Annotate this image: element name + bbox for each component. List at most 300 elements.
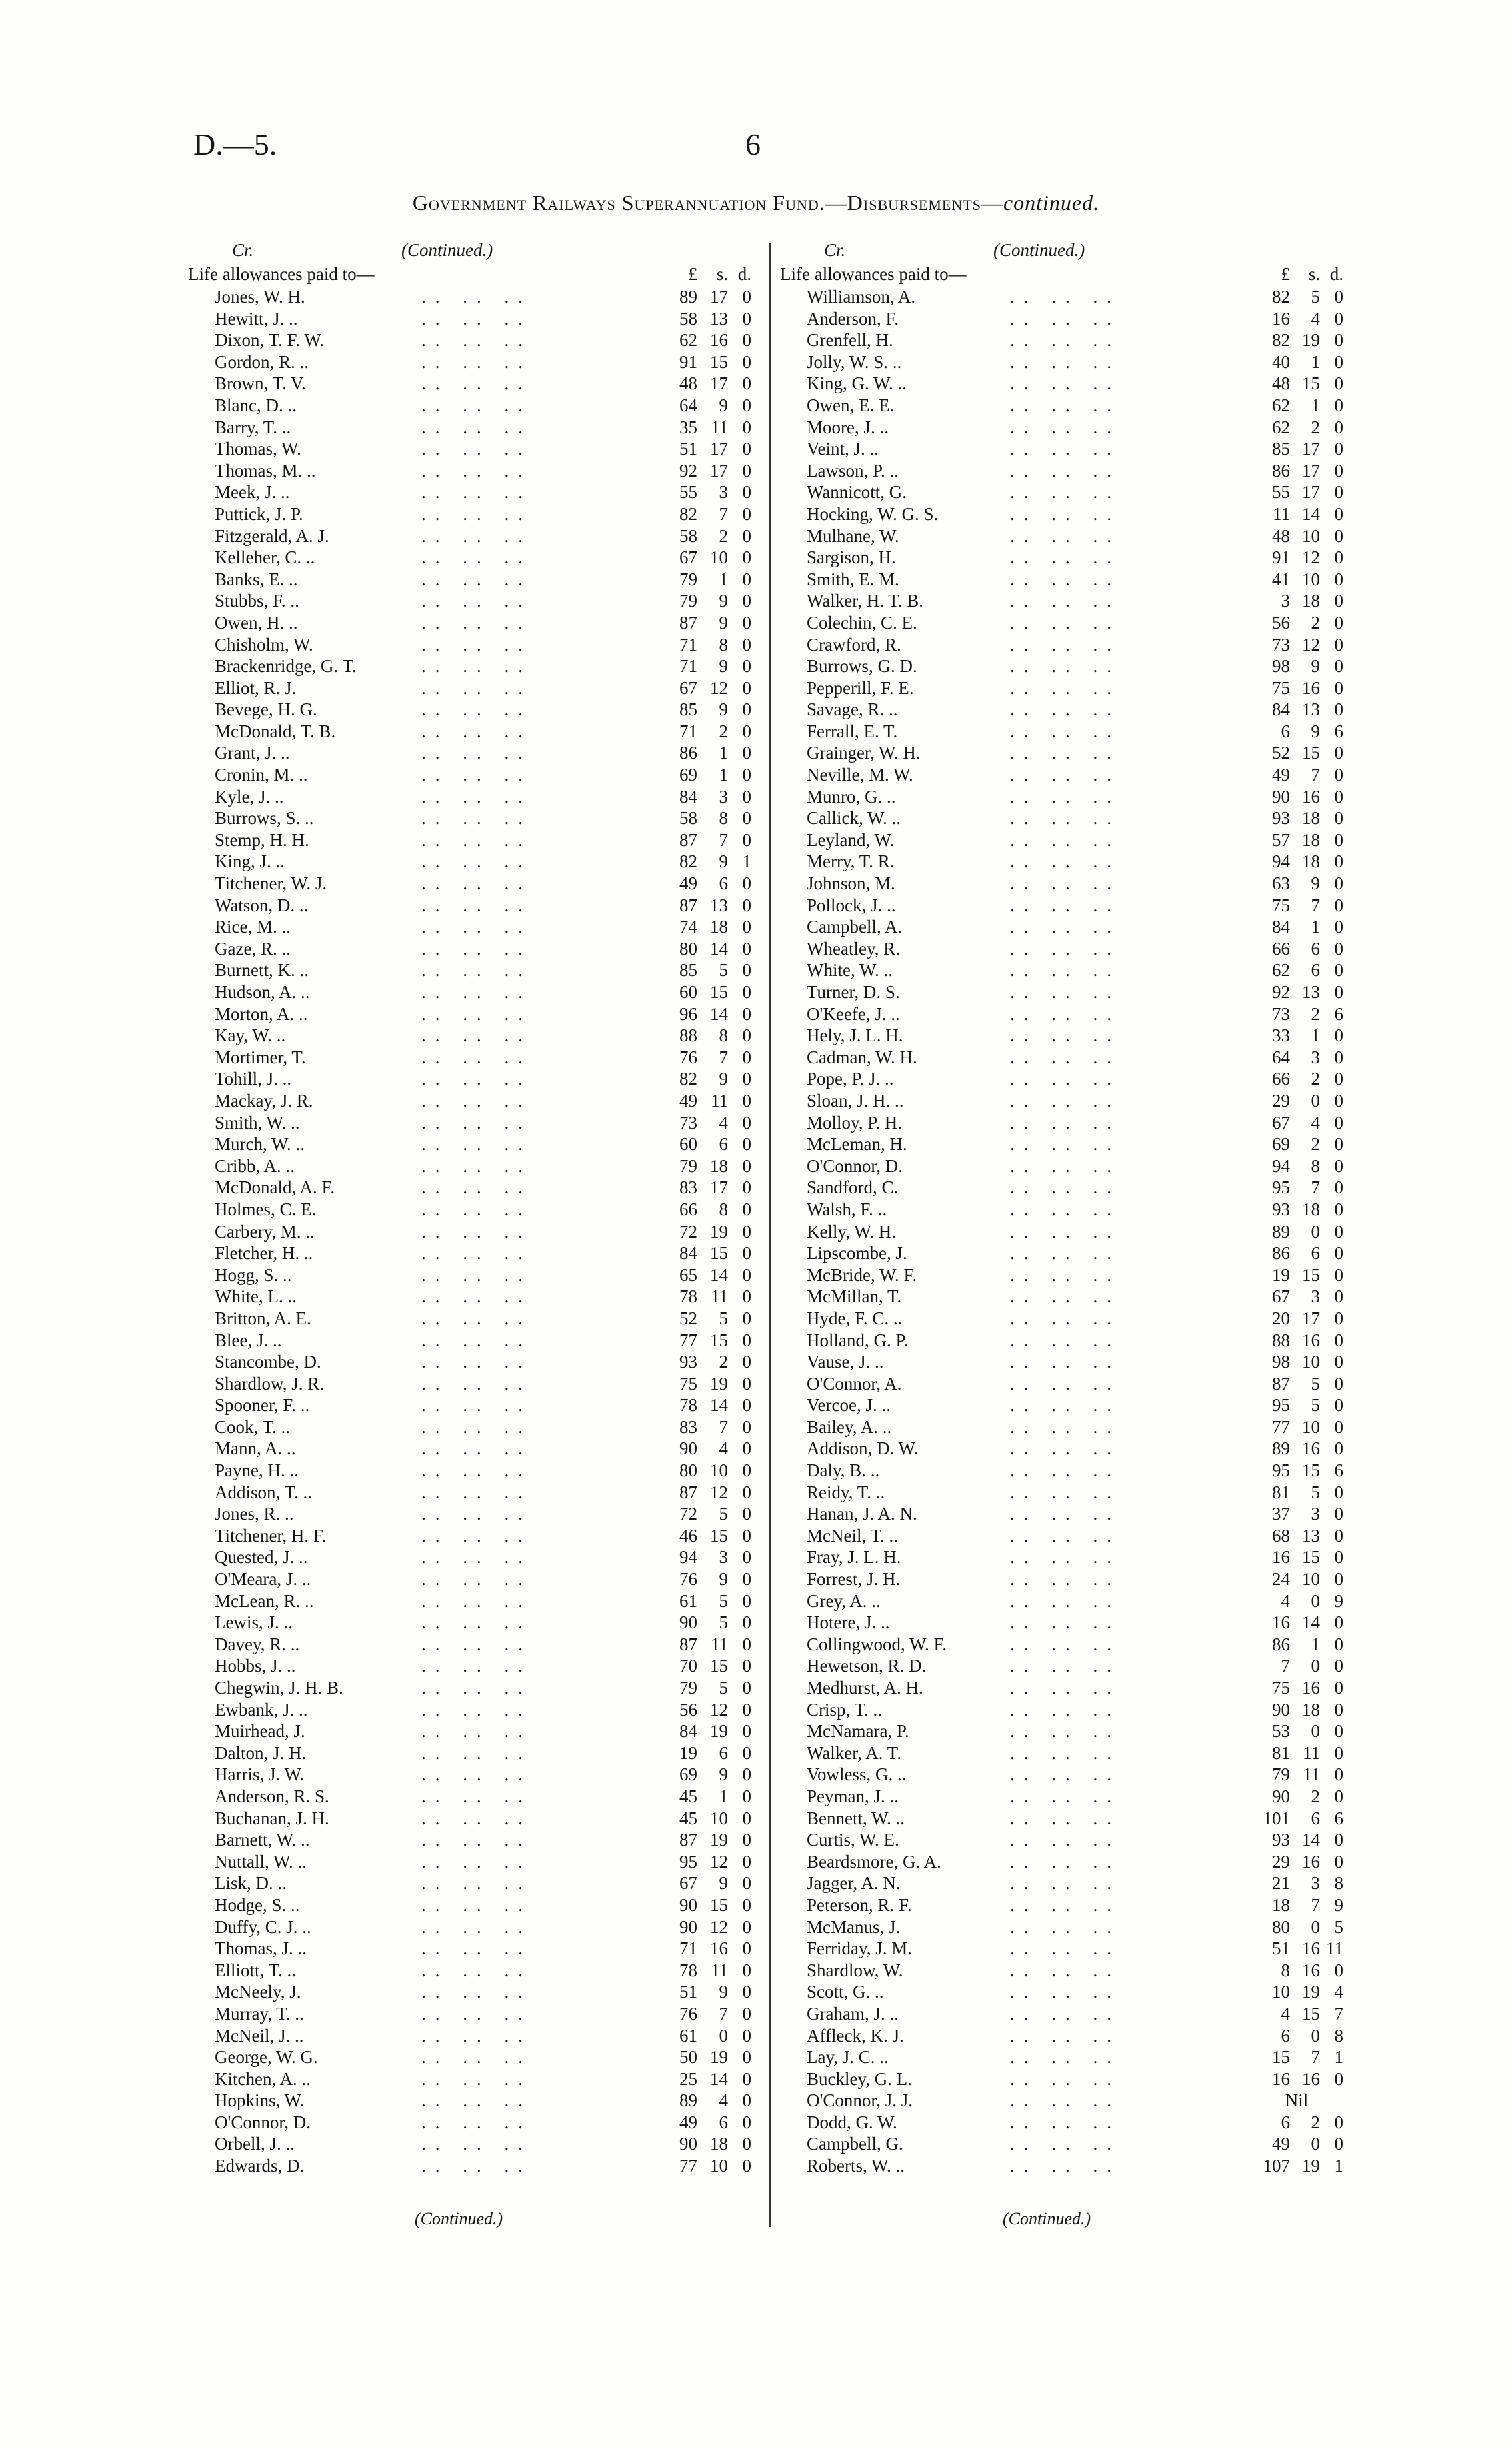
amount-shillings: 9 — [719, 1569, 728, 1590]
amount-shillings: 16 — [1302, 2068, 1320, 2089]
amount-pounds: 107 — [1263, 2156, 1290, 2176]
right-table-row — [780, 1221, 1360, 1243]
amount-pence: 0 — [742, 982, 751, 1002]
payee-name: Harris, J. W. — [215, 1764, 305, 1785]
right-table-row — [780, 1155, 1360, 1177]
leader-dots: .. .. .. — [421, 1982, 532, 2002]
leader-dots: .. .. .. — [421, 765, 532, 785]
right-table-row — [780, 786, 1360, 808]
leader-dots: .. .. .. — [421, 786, 532, 807]
amount-shillings: 13 — [1302, 1525, 1320, 1546]
amount-pounds: 21 — [1272, 1873, 1290, 1894]
amount-shillings: 16 — [1302, 1938, 1320, 1959]
leader-dots: .. .. .. — [421, 2025, 532, 2046]
right-table-row — [780, 1068, 1360, 1090]
amount-pounds: 6 — [1281, 2112, 1290, 2132]
amount-pounds: 67 — [1272, 1112, 1290, 1133]
amount-pence: 0 — [742, 765, 751, 785]
amount-shillings: 0 — [1311, 1590, 1320, 1611]
amount-pence: 0 — [742, 1438, 751, 1459]
payee-name: Murch, W. .. — [215, 1134, 305, 1155]
amount-pence: 0 — [1334, 982, 1343, 1002]
payee-name: Medhurst, A. H. — [807, 1678, 923, 1698]
amount-pence: 0 — [742, 1612, 751, 1633]
payee-name: Crawford, R. — [807, 634, 901, 655]
amount-pence: 0 — [742, 917, 751, 937]
amount-pence: 0 — [1334, 1177, 1343, 1198]
amount-shillings: 2 — [1311, 1134, 1320, 1155]
amount-pence: 0 — [1334, 1308, 1343, 1328]
amount-pounds: 74 — [679, 917, 697, 937]
left-table-row — [188, 1264, 761, 1286]
amount-shillings: 6 — [719, 873, 728, 894]
amount-shillings: 17 — [1302, 1308, 1320, 1328]
right-table-row — [780, 2133, 1360, 2155]
payee-name: Kelleher, C. .. — [215, 547, 315, 568]
leader-dots: .. .. .. — [1010, 1938, 1121, 1959]
left-rows — [188, 286, 761, 2177]
payee-name: Lewis, J. .. — [215, 1612, 293, 1633]
payee-name: Murray, T. .. — [215, 2003, 304, 2024]
amount-pence: 0 — [1334, 1069, 1343, 1089]
amount-shillings: 2 — [719, 721, 728, 741]
payee-name: Brackenridge, G. T. — [215, 656, 357, 677]
payee-name: Jones, R. .. — [215, 1504, 294, 1524]
amount-pounds: 62 — [1272, 417, 1290, 437]
right-table-row — [780, 1742, 1360, 1764]
amount-shillings: 19 — [710, 2047, 728, 2068]
amount-pence: 0 — [1334, 1504, 1343, 1524]
left-table-row — [188, 1829, 761, 1851]
payee-name: Quested, J. .. — [215, 1547, 308, 1568]
right-table-row — [780, 286, 1360, 308]
amount-pounds: 62 — [1272, 960, 1290, 981]
amount-pounds: 98 — [1272, 656, 1290, 677]
payee-name: George, W. G. — [215, 2047, 318, 2068]
leader-dots: .. .. .. — [1010, 2112, 1121, 2132]
payee-name: Kelly, W. H. — [807, 1221, 896, 1242]
amount-pence: 0 — [742, 330, 751, 351]
right-table-row — [780, 1872, 1360, 1894]
payee-name: Crisp, T. .. — [807, 1699, 883, 1720]
left-cr-label: Cr. — [232, 240, 254, 260]
amount-pounds: 82 — [679, 851, 697, 872]
right-table-row — [780, 1655, 1360, 1677]
payee-name: Sloan, J. H. .. — [807, 1090, 904, 1111]
payee-name: Grey, A. .. — [807, 1590, 881, 1611]
amount-pence: 0 — [1334, 1851, 1343, 1872]
leader-dots: .. .. .. — [421, 1330, 532, 1350]
amount-pounds: 67 — [1272, 1286, 1290, 1307]
amount-pounds: 84 — [679, 1721, 697, 1742]
amount-pence: 0 — [742, 1786, 751, 1806]
payee-name: O'Connor, A. — [807, 1373, 902, 1394]
amount-pounds: 40 — [1272, 351, 1290, 372]
right-table-row — [780, 1112, 1360, 1134]
payee-name: Tohill, J. .. — [215, 1069, 292, 1089]
amount-pounds: 87 — [679, 612, 697, 633]
payee-name: Owen, E. E. — [807, 395, 895, 415]
amount-pence: 0 — [742, 1916, 751, 1937]
amount-shillings: 12 — [710, 1482, 728, 1502]
right-table-row — [780, 2025, 1360, 2047]
leader-dots: .. .. .. — [421, 808, 532, 829]
amount-shillings: 7 — [1311, 2047, 1320, 2068]
payee-name: Lawson, P. .. — [807, 460, 899, 481]
amount-pence: 0 — [1334, 1221, 1343, 1242]
amount-shillings: 6 — [1311, 960, 1320, 981]
left-table-row — [188, 1460, 761, 1482]
amount-shillings: 9 — [719, 851, 728, 872]
amount-pence: 0 — [1334, 743, 1343, 763]
amount-shillings: 15 — [710, 1330, 728, 1350]
left-table-row — [188, 1482, 761, 1504]
leader-dots: .. .. .. — [1010, 851, 1121, 872]
amount-pence: 0 — [742, 1634, 751, 1654]
leader-dots: .. .. .. — [1010, 1634, 1121, 1654]
left-table-row — [188, 807, 761, 829]
leader-dots: .. .. .. — [421, 287, 532, 307]
amount-shillings: 13 — [1302, 982, 1320, 1002]
right-table-row — [780, 851, 1360, 873]
amount-pence: 1 — [1334, 2047, 1343, 2068]
amount-pence: 0 — [1334, 1960, 1343, 1980]
left-table-row — [188, 329, 761, 351]
left-table-row — [188, 1568, 761, 1590]
payee-name: Puttick, J. P. — [215, 503, 303, 524]
right-footer-continued: (Continued.) — [1003, 2209, 1091, 2228]
amount-shillings: 19 — [710, 1373, 728, 1394]
amount-shillings: 17 — [710, 460, 728, 481]
leader-dots: .. .. .. — [1010, 417, 1121, 437]
amount-shillings: 12 — [710, 1916, 728, 1937]
amount-shillings: 2 — [719, 1352, 728, 1372]
left-table-row — [188, 1720, 761, 1742]
amount-pounds: 87 — [679, 1830, 697, 1850]
amount-pounds: 86 — [1272, 1634, 1290, 1654]
amount-shillings: 6 — [1311, 938, 1320, 959]
leader-dots: .. .. .. — [421, 1286, 532, 1307]
left-table-row — [188, 1851, 761, 1873]
amount-pence: 0 — [742, 786, 751, 807]
amount-shillings: 18 — [1302, 851, 1320, 872]
payee-name: Graham, J. .. — [807, 2003, 899, 2024]
right-table-row — [780, 1960, 1360, 1982]
amount-pence: 0 — [742, 1764, 751, 1785]
amount-shillings: 2 — [1311, 1069, 1320, 1089]
amount-shillings: 9 — [719, 1069, 728, 1089]
leader-dots: .. .. .. — [1010, 1721, 1121, 1742]
amount-shillings: 17 — [710, 287, 728, 307]
amount-shillings: 14 — [710, 1264, 728, 1285]
leader-dots: .. .. .. — [421, 1069, 532, 1089]
left-table-row — [188, 503, 761, 525]
payee-name: Lisk, D. .. — [215, 1873, 287, 1894]
left-table-row — [188, 1634, 761, 1656]
amount-pence: 0 — [1334, 1047, 1343, 1067]
amount-pence: 0 — [742, 829, 751, 850]
leader-dots: .. .. .. — [421, 1155, 532, 1176]
left-table-row — [188, 981, 761, 1003]
amount-shillings: 10 — [710, 1460, 728, 1481]
page-id: D.—5. — [193, 127, 277, 161]
leader-dots: .. .. .. — [1010, 569, 1121, 589]
amount-pounds: 6 — [1281, 2025, 1290, 2046]
amount-pence: 0 — [742, 1373, 751, 1394]
right-table-row — [780, 373, 1360, 395]
amount-shillings: 1 — [1311, 395, 1320, 415]
payee-name: Veint, J. .. — [807, 439, 879, 459]
leader-dots: .. .. .. — [421, 1090, 532, 1111]
right-table-row — [780, 1894, 1360, 1916]
leader-dots: .. .. .. — [1010, 1395, 1121, 1416]
amount-pence: 0 — [742, 938, 751, 959]
left-table-row — [188, 2133, 761, 2155]
amount-shillings: 1 — [719, 569, 728, 589]
amount-pence: 0 — [742, 895, 751, 915]
amount-pounds: 66 — [1272, 938, 1290, 959]
amount-shillings: 18 — [710, 2134, 728, 2154]
amount-shillings: 4 — [1311, 1112, 1320, 1133]
amount-pence: 0 — [1334, 547, 1343, 568]
payee-name: Anderson, F. — [807, 308, 899, 329]
right-table-row — [780, 417, 1360, 439]
amount-pounds: 95 — [1272, 1177, 1290, 1198]
payee-name: Titchener, H. F. — [215, 1525, 327, 1546]
amount-pounds: 86 — [1272, 460, 1290, 481]
right-column-header — [780, 264, 1360, 286]
amount-pounds: 50 — [679, 2047, 697, 2068]
amount-pounds: 51 — [679, 439, 697, 459]
leader-dots: .. .. .. — [1010, 1003, 1121, 1024]
amount-pounds: 87 — [1272, 1373, 1290, 1394]
leader-dots: .. .. .. — [1010, 1699, 1121, 1720]
amount-pounds: 58 — [679, 525, 697, 546]
right-cr-header — [780, 240, 1360, 264]
leader-dots: .. .. .. — [1010, 1155, 1121, 1176]
amount-pence: 0 — [742, 1678, 751, 1698]
payee-name: Shardlow, J. R. — [215, 1373, 325, 1394]
amount-pence: 6 — [1334, 1003, 1343, 1024]
leader-dots: .. .. .. — [1010, 2025, 1121, 2046]
leader-dots: .. .. .. — [1010, 460, 1121, 481]
amount-pence: 0 — [1334, 482, 1343, 503]
amount-shillings: 3 — [719, 786, 728, 807]
amount-shillings: 5 — [1311, 1482, 1320, 1502]
left-table-row — [188, 1764, 761, 1786]
leader-dots: .. .. .. — [421, 2090, 532, 2111]
right-pound-header: £ — [1281, 264, 1290, 284]
amount-shillings: 9 — [719, 699, 728, 720]
right-table-row — [780, 1525, 1360, 1547]
amount-shillings: 18 — [710, 917, 728, 937]
amount-pence: 0 — [1334, 2068, 1343, 2089]
payee-name: Wheatley, R. — [807, 938, 900, 959]
right-table-row — [780, 655, 1360, 677]
amount-pence: 0 — [1334, 569, 1343, 589]
amount-shillings: 10 — [710, 547, 728, 568]
leader-dots: .. .. .. — [421, 656, 532, 677]
amount-pence: 0 — [1334, 1525, 1343, 1546]
amount-shillings: 5 — [719, 1308, 728, 1328]
amount-pounds: 57 — [1272, 829, 1290, 850]
amount-shillings: 0 — [1311, 1916, 1320, 1937]
amount-pence: 0 — [742, 656, 751, 677]
payee-name: Walker, A. T. — [807, 1742, 901, 1763]
leader-dots: .. .. .. — [421, 1786, 532, 1806]
amount-pounds: 11 — [1273, 503, 1290, 524]
amount-shillings: 16 — [1302, 1438, 1320, 1459]
payee-name: Davey, R. .. — [215, 1634, 300, 1654]
amount-pence: 0 — [742, 612, 751, 633]
leader-dots: .. .. .. — [421, 1742, 532, 1763]
right-column — [780, 240, 1360, 2177]
amount-pounds: 94 — [1272, 1155, 1290, 1176]
payee-name: Ferrall, E. T. — [807, 721, 898, 741]
payee-name: Carbery, M. .. — [215, 1221, 315, 1242]
leader-dots: .. .. .. — [1010, 525, 1121, 546]
payee-name: Daly, B. .. — [807, 1460, 880, 1481]
amount-pence: 0 — [742, 2112, 751, 2132]
payee-name: O'Connor, D. — [807, 1155, 903, 1176]
amount-pence: 0 — [1334, 1134, 1343, 1155]
payee-name: Hewitt, J. .. — [215, 308, 298, 329]
amount-pence: 0 — [742, 721, 751, 741]
amount-pounds: 16 — [1272, 2068, 1290, 2089]
leader-dots: .. .. .. — [421, 1003, 532, 1024]
amount-pounds: 49 — [679, 1090, 697, 1111]
amount-pence: 0 — [742, 1830, 751, 1850]
amount-pence: 0 — [742, 1960, 751, 1980]
payee-name: Fray, J. L. H. — [807, 1547, 901, 1568]
amount-pounds: 56 — [679, 1699, 697, 1720]
amount-pounds: 80 — [1272, 1916, 1290, 1937]
amount-pence: 0 — [1334, 330, 1343, 351]
left-table-row — [188, 786, 761, 808]
right-table-row — [780, 1394, 1360, 1416]
amount-pounds: 76 — [679, 2003, 697, 2024]
left-table-row — [188, 1960, 761, 1982]
amount-pence: 0 — [1334, 351, 1343, 372]
amount-pence: 0 — [742, 1286, 751, 1307]
payee-name: Hanan, J. A. N. — [807, 1504, 917, 1524]
payee-name: Thomas, J. .. — [215, 1938, 307, 1959]
amount-pounds: 66 — [679, 1199, 697, 1219]
payee-name: Thomas, M. .. — [215, 460, 316, 481]
column-divider — [769, 243, 771, 2227]
amount-shillings: 7 — [719, 1047, 728, 1067]
amount-shillings: 0 — [1311, 1721, 1320, 1742]
right-table-row — [780, 1612, 1360, 1634]
amount-pounds: 81 — [1272, 1742, 1290, 1763]
leader-dots: .. .. .. — [1010, 677, 1121, 698]
leader-dots: .. .. .. — [1010, 960, 1121, 981]
leader-dots: .. .. .. — [1010, 330, 1121, 351]
amount-pounds: 20 — [1272, 1308, 1290, 1328]
leader-dots: .. .. .. — [421, 1678, 532, 1698]
left-table-row — [188, 2155, 761, 2177]
amount-pounds: 45 — [679, 1808, 697, 1828]
leader-dots: .. .. .. — [421, 2047, 532, 2068]
leader-dots: .. .. .. — [1010, 1612, 1121, 1633]
amount-pounds: 69 — [679, 1764, 697, 1785]
amount-pence: 0 — [1334, 612, 1343, 633]
leader-dots: .. .. .. — [1010, 656, 1121, 677]
payee-name: Orbell, J. .. — [215, 2134, 295, 2154]
payee-name: McMillan, T. — [807, 1286, 902, 1307]
payee-name: Addison, D. W. — [807, 1438, 919, 1459]
amount-shillings: 9 — [1311, 873, 1320, 894]
amount-shillings: 14 — [1302, 503, 1320, 524]
left-table-row — [188, 634, 761, 656]
amount-pence: 0 — [1334, 1112, 1343, 1133]
amount-pence: 0 — [742, 1873, 751, 1894]
amount-shillings: 19 — [1302, 330, 1320, 351]
payee-name: Mulhane, W. — [807, 525, 899, 546]
right-table-row — [780, 329, 1360, 351]
leader-dots: .. .. .. — [1010, 1504, 1121, 1524]
leader-dots: .. .. .. — [1010, 1438, 1121, 1459]
amount-pounds: 90 — [679, 1916, 697, 1937]
left-table-row — [188, 916, 761, 938]
left-table-row — [188, 677, 761, 699]
amount-pence: 0 — [742, 1112, 751, 1133]
leader-dots: .. .. .. — [1010, 1330, 1121, 1350]
amount-pence: 0 — [1334, 1352, 1343, 1372]
leader-dots: .. .. .. — [1010, 1525, 1121, 1546]
leader-dots: .. .. .. — [421, 1525, 532, 1546]
amount-pounds: 87 — [679, 1634, 697, 1654]
leader-dots: .. .. .. — [421, 873, 532, 894]
amount-shillings: 5 — [1311, 287, 1320, 307]
amount-shillings: 5 — [719, 1678, 728, 1698]
right-table-row — [780, 438, 1360, 460]
amount-pounds: 65 — [679, 1264, 697, 1285]
amount-pence: 0 — [742, 634, 751, 655]
right-table-row — [780, 308, 1360, 330]
right-table-row — [780, 1808, 1360, 1830]
amount-shillings: 4 — [719, 2090, 728, 2111]
right-table-row — [780, 1851, 1360, 1873]
left-table-row — [188, 1308, 761, 1330]
amount-pence: 0 — [1334, 1764, 1343, 1785]
left-table-row — [188, 1242, 761, 1264]
amount-shillings: 9 — [719, 591, 728, 611]
left-table-row — [188, 2112, 761, 2134]
amount-pounds: 79 — [679, 1678, 697, 1698]
payee-name: King, G. W. .. — [807, 373, 907, 394]
left-table-row — [188, 851, 761, 873]
left-continued-label: (Continued.) — [401, 240, 493, 260]
amount-pounds: 60 — [679, 1134, 697, 1155]
right-table-row — [780, 1242, 1360, 1264]
payee-name: Grenfell, H. — [807, 330, 893, 351]
amount-pounds: 94 — [679, 1547, 697, 1568]
amount-pence: 0 — [742, 1155, 751, 1176]
left-table-row — [188, 1155, 761, 1177]
amount-pence: 0 — [1334, 938, 1343, 959]
payee-name: O'Connor, J. J. — [807, 2090, 913, 2111]
right-table-row — [780, 1699, 1360, 1721]
payee-name: Colechin, C. E. — [807, 612, 917, 633]
amount-pounds: 82 — [1272, 330, 1290, 351]
leader-dots: .. .. .. — [1010, 1547, 1121, 1568]
payee-name: Grainger, W. H. — [807, 743, 921, 763]
amount-shillings: 11 — [711, 1634, 728, 1654]
payee-name: Ewbank, J. .. — [215, 1699, 308, 1720]
right-table-row — [780, 1546, 1360, 1568]
payee-name: Pepperill, F. E. — [807, 677, 914, 698]
